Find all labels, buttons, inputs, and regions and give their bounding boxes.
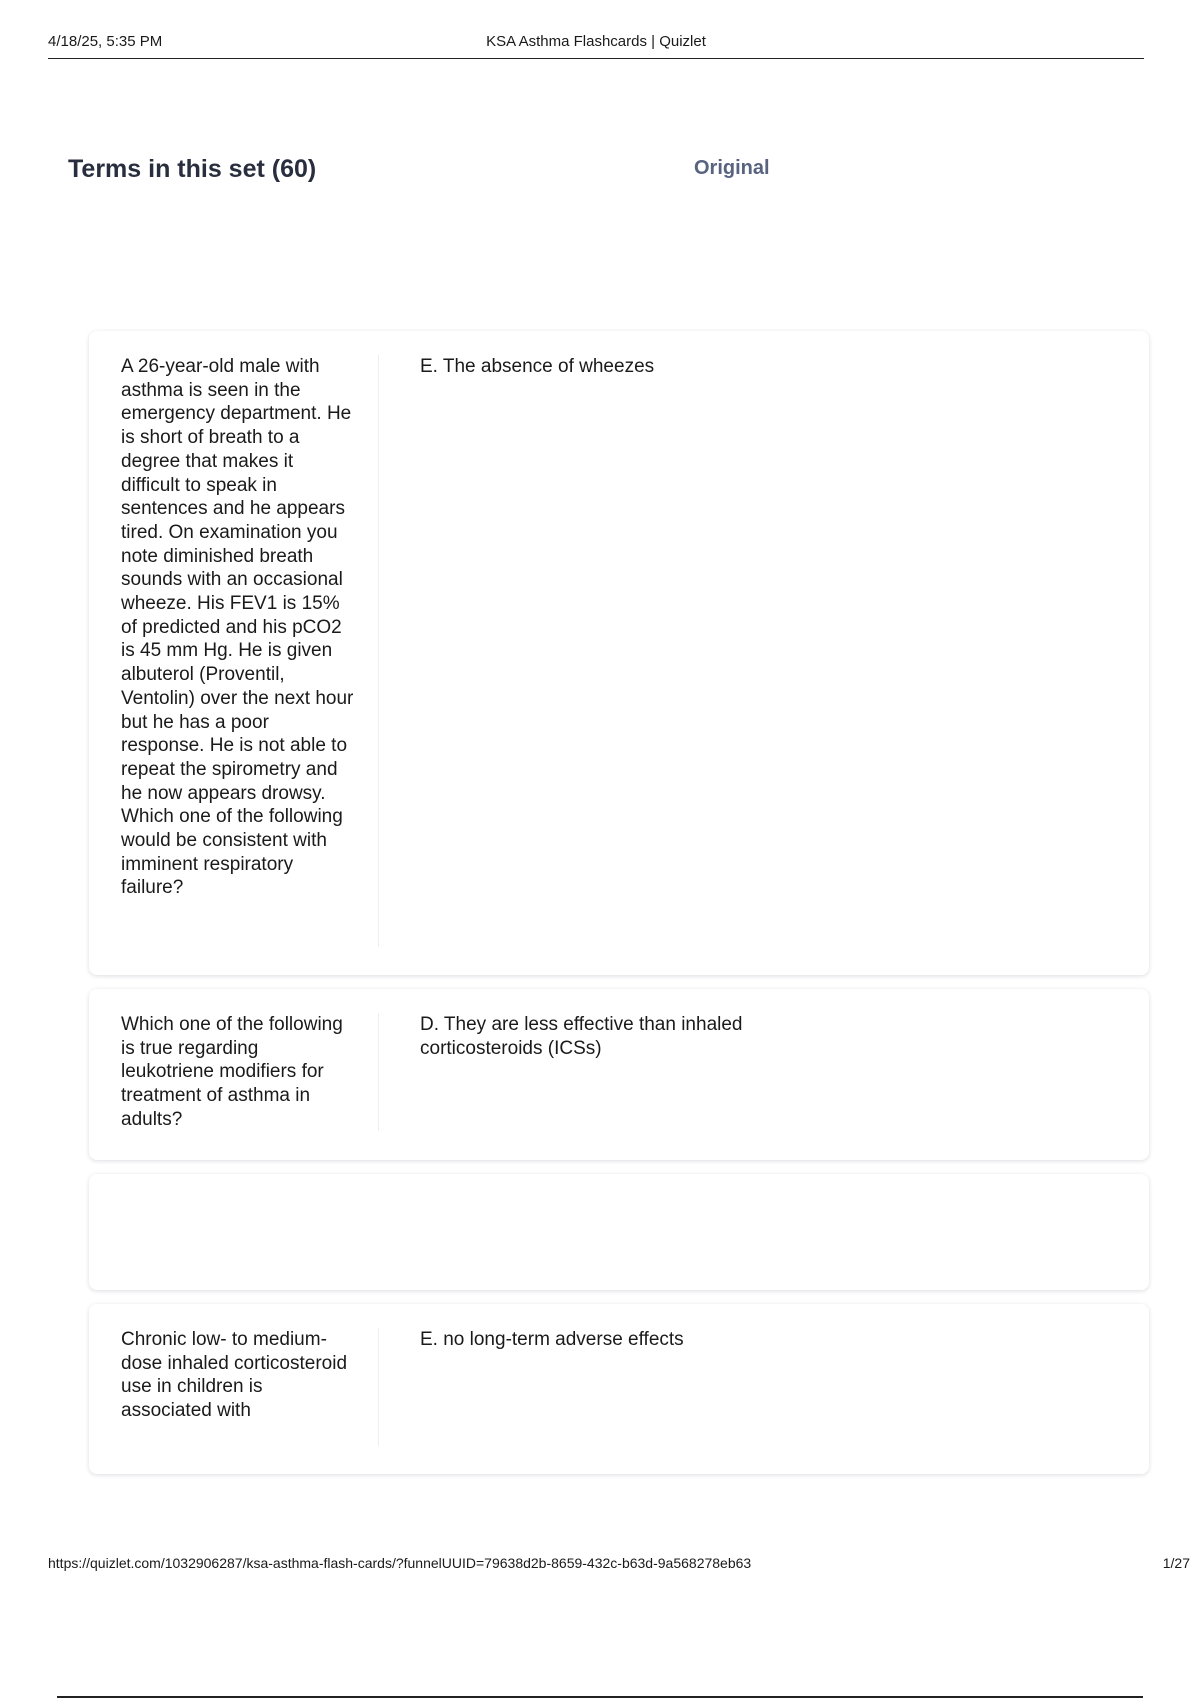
flashcard-3-empty	[89, 1174, 1149, 1290]
page-number: 1/27	[1162, 1555, 1190, 1571]
flashcard-term: A 26-year-old male with asthma is seen in the emergency department. He is short of breath to a degree that makes it difficult to speak in sentences and he appears tired. On examination you note diminished breath sounds with an occasional wheeze. His FEV1 is 15% of predicted and his pCO2 is 45 mm Hg. He is given albuterol (Proventil, Ventolin) over the next hour but he has a poor response. He is not able to repeat the spirometry and he now appears drowsy. Which one of the following would be consistent with imminent respiratory failure?	[121, 355, 379, 947]
flashcard-term: Chronic low- to medium-dose inhaled corticosteroid use in children is associated with	[121, 1328, 379, 1446]
flashcard-2	[89, 989, 1149, 1160]
terms-heading: Terms in this set (60)	[68, 155, 317, 183]
flashcard-definition: D. They are less effective than inhaled corticosteroids (ICSs)	[420, 1014, 743, 1059]
print-date: 4/18/25, 5:35 PM	[48, 33, 163, 50]
print-header	[48, 30, 1144, 59]
bottom-divider	[57, 1696, 1143, 1698]
flashcard-term: Which one of the following is true regarding leukotriene modifiers for treatment of asthma in adults?	[121, 1013, 379, 1131]
flashcard-definition: E. The absence of wheezes	[420, 356, 655, 377]
print-page-title: KSA Asthma Flashcards | Quizlet	[486, 33, 706, 50]
print-url: https://quizlet.com/1032906287/ksa-asthma-flash-cards/?funnelUUID=79638d2b-8659-432c-b63d-9a568278eb63	[48, 1555, 752, 1571]
flashcard-1	[89, 331, 1149, 975]
flashcard-definition: E. no long-term adverse effects	[420, 1329, 684, 1350]
flashcard-4	[89, 1304, 1149, 1474]
original-sort-link[interactable]: Original	[694, 157, 770, 179]
